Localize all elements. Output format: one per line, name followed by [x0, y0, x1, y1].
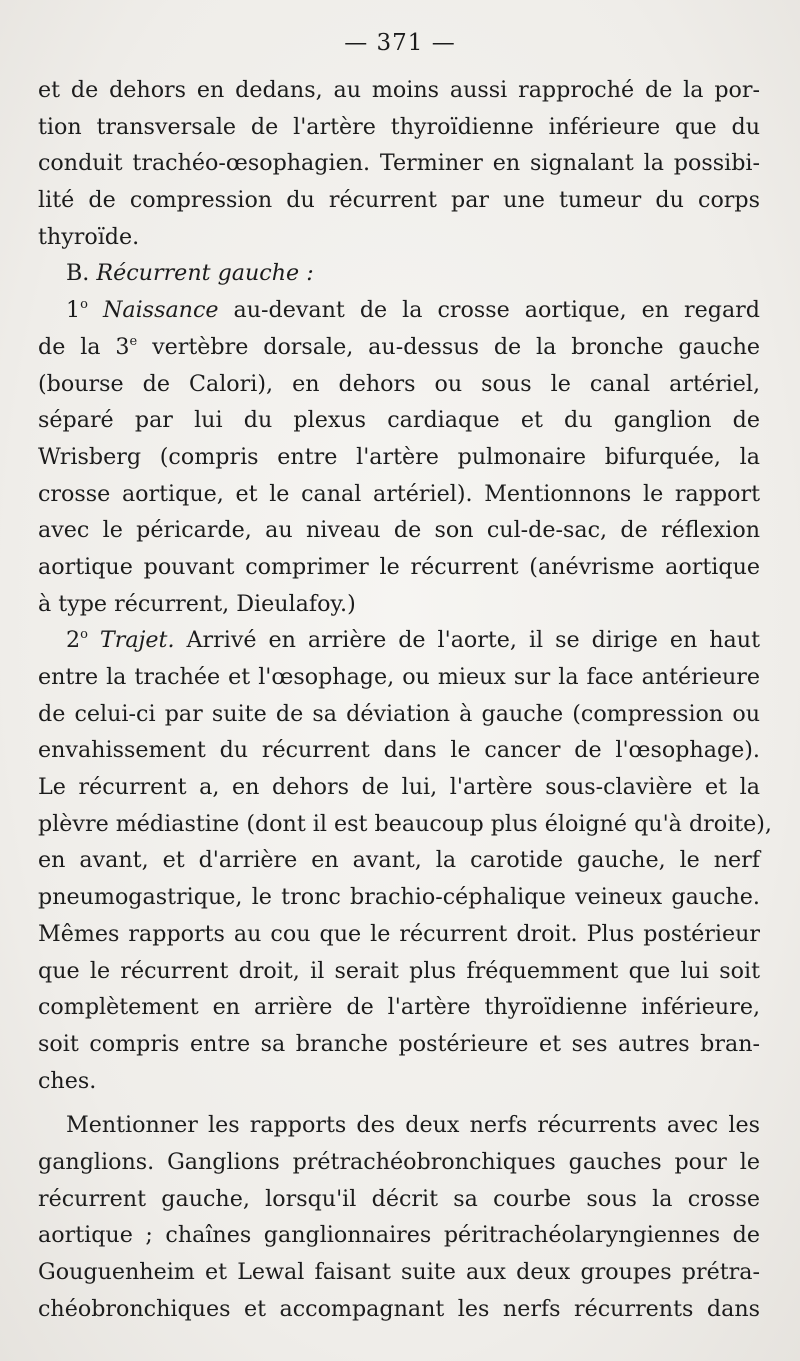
page-number: — 371 —: [344, 30, 456, 56]
text-line: en avant, et d'arrière en avant, la carotide gauche, le nerf: [38, 847, 760, 874]
line-rest: vertèbre dorsale, au-dessus de la bronche gauche: [137, 333, 760, 360]
text-line: chéobronchiques et accompagnant les nerfs récurrents dans: [38, 1295, 760, 1322]
line-lead: de la 3: [38, 333, 130, 360]
ordinal-mark: o: [80, 297, 88, 313]
text-line: entre la trachée et l'œsophage, ou mieux sur la face antérieure: [38, 664, 760, 690]
text-line: que le récurrent droit, il serait plus fréquemment que lui soit: [38, 957, 760, 984]
text-line: (bourse de Calori), en dehors ou sous le canal artériel,: [38, 370, 760, 397]
item-number: 1: [66, 297, 81, 324]
text-line: Le récurrent a, en dehors de lui, l'artère sous-clavière et la: [38, 774, 760, 801]
text-line: avec le péricarde, au niveau de son cul-de-sac, de réflexion: [38, 517, 760, 544]
line-rest: Arrivé en arrière de l'aorte, il se dirige en haut: [174, 627, 760, 654]
ordinal-mark: o: [80, 627, 88, 643]
text-line: à type récurrent, Dieulafoy.): [38, 590, 356, 617]
text-line: ches.: [38, 1067, 97, 1094]
section-label: B.: [66, 260, 97, 287]
text-line: et de dehors en dedans, au moins aussi rapproché de la por-: [38, 77, 760, 103]
item-number: 2: [66, 627, 81, 654]
text-line: [38, 329, 760, 366]
text-line: Mêmes rapports au cou que le récurrent droit. Plus postérieur: [38, 920, 760, 947]
text-line: pneumogastrique, le tronc brachio-céphalique veineux gauche.: [38, 884, 760, 911]
section-title: Récurrent gauche :: [96, 260, 314, 287]
text-line: récurrent gauche, lorsqu'il décrit sa courbe sous la crosse: [38, 1185, 760, 1212]
text-line: complètement en arrière de l'artère thyroïdienne inférieure,: [38, 994, 760, 1021]
subsection-title: Trajet.: [87, 627, 175, 654]
subsection-naissance: [38, 292, 760, 329]
text-line: séparé par lui du plexus cardiaque et du ganglion de: [38, 407, 760, 434]
text-line: thyroïde.: [38, 223, 140, 250]
text-line: plèvre médiastine (dont il est beaucoup plus éloigné qu'à droite),: [38, 810, 772, 837]
text-line: Wrisberg (compris entre l'artère pulmonaire bifurquée, la: [38, 443, 760, 470]
text-line: lité de compression du récurrent par une tumeur du corps: [38, 187, 760, 214]
ordinal-mark: e: [129, 333, 138, 349]
body-text: [38, 72, 772, 1327]
text-line: aortique pouvant comprimer le récurrent (anévrisme aortique: [38, 553, 760, 580]
text-line: ganglions. Ganglions prétrachéobronchiques gauches pour le: [38, 1148, 760, 1175]
subsection-title: Naissance: [87, 297, 219, 324]
line-rest: au-devant de la crosse aortique, en regard: [218, 297, 760, 324]
text-line: aortique ; chaînes ganglionnaires péritrachéolaryngiennes de: [38, 1222, 760, 1249]
subsection-trajet: [38, 622, 760, 659]
text-line: crosse aortique, et le canal artériel). Mentionnons le rapport: [38, 480, 760, 507]
section-heading-b: [38, 255, 760, 292]
text-line: Gouguenheim et Lewal faisant suite aux deux groupes prétra-: [38, 1259, 760, 1285]
paragraph-start: Mentionner les rapports des deux nerfs récurrents avec les: [66, 1112, 760, 1139]
text-line: soit compris entre sa branche postérieure et ses autres bran-: [38, 1030, 760, 1057]
text-line: conduit trachéo-œsophagien. Terminer en signalant la possibi-: [38, 150, 760, 177]
text-line: tion transversale de l'artère thyroïdienne inférieure que du: [38, 113, 760, 140]
text-line: envahissement du récurrent dans le cancer de l'œsophage).: [38, 737, 760, 764]
text-line: de celui-ci par suite de sa déviation à gauche (compression ou: [38, 700, 760, 727]
